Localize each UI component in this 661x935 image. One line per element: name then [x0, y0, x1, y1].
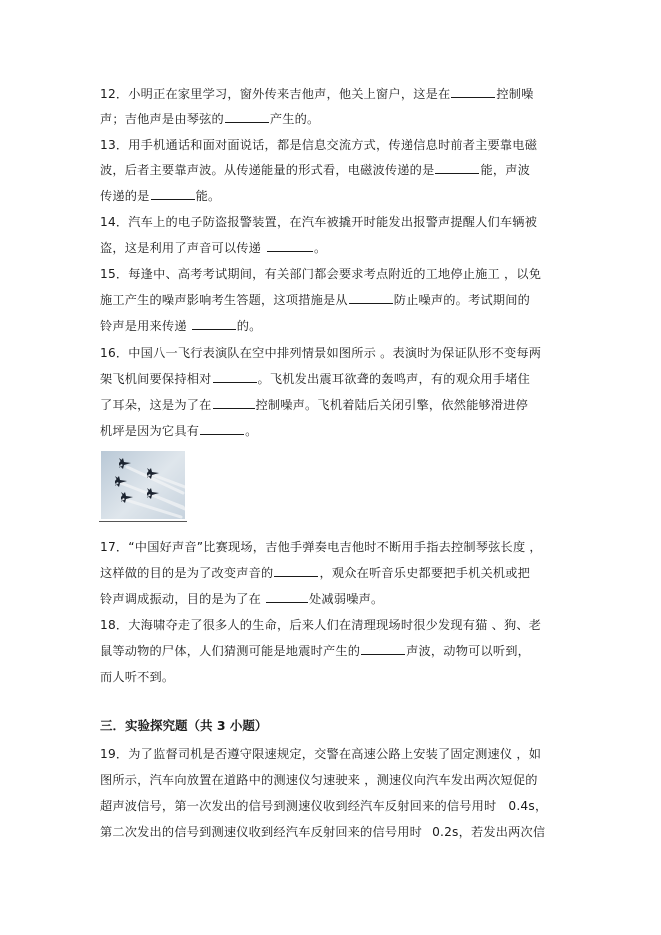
answer-blank — [267, 240, 313, 252]
q15-text: 施工产生的噪声影响考生答题，这项措施是从 — [100, 293, 348, 307]
q19-line-2 — [100, 772, 570, 788]
q19-text: 超声波信号，第一次发出的信号到测速仪收到经汽车反射回来的信号用时 — [100, 799, 497, 813]
answer-blank — [349, 292, 393, 304]
q17-text: 铃声调成振动，目的是为了在 — [100, 592, 262, 606]
fighter-jets-formation-photo — [101, 451, 185, 519]
q18-text: 鼠等动物的尸体，人们猜测可能是地震时产生的 — [100, 644, 361, 658]
q14-text: 14．汽车上的电子防盗报警装置，在汽车被撬开时能发出报警声提醒人们车辆被 — [100, 215, 538, 229]
q17-text: 处减弱噪声。 — [309, 592, 384, 606]
q19-text: 0.4s， — [508, 799, 548, 813]
q19-text: 19．为了监督司机是否遵守限速规定，交警在高速公路上安装了固定测速仪 ，如 — [100, 747, 542, 761]
q13-text: 能。 — [195, 189, 221, 203]
q16-text: 了耳朵，这是为了在 — [100, 398, 212, 412]
q15-text: 的。 — [236, 319, 262, 333]
answer-blank — [361, 643, 405, 655]
q19-line-4 — [100, 824, 570, 840]
q12-line-1 — [100, 86, 570, 102]
q17-text: 17．“中国好声音”比赛现场，吉他手弹奏电吉他时不断用手指去控制琴弦长度 ， — [100, 540, 542, 554]
q18-line-3 — [100, 669, 570, 685]
q16-line-1 — [100, 345, 570, 361]
answer-blank — [213, 397, 255, 409]
q16-text: 。飞机发出震耳欲聋的轰鸣声，有的观众用手堵住 — [257, 372, 531, 386]
q18-text: 声波，动物可以听到， — [406, 644, 531, 658]
q14-line-1 — [100, 214, 570, 230]
figure-baseline-rule — [99, 521, 187, 522]
q16-text: 机坪是因为它具有 — [100, 424, 200, 438]
q18-text: 而人听不到。 — [100, 670, 175, 684]
q14-text: 。 — [314, 241, 327, 255]
answer-blank — [266, 591, 308, 603]
answer-blank — [435, 162, 479, 174]
q17-line-2 — [100, 565, 570, 581]
q15-line-1 — [100, 266, 570, 282]
fighter-jets-icon — [101, 451, 185, 519]
q18-text: 18．大海啸夺走了很多人的生命，后来人们在清理现场时很少发现有猫 、狗、老 — [100, 618, 542, 632]
q18-line-1 — [100, 617, 570, 633]
q16-line-3 — [100, 397, 570, 413]
answer-blank — [274, 565, 318, 577]
q13-text: 传递的是 — [100, 189, 150, 203]
q19-line-3 — [100, 798, 570, 814]
q16-text: 16．中国八一飞行表演队在空中排列情景如图所示 。表演时为保证队形不变每两 — [100, 346, 542, 360]
q14-line-2 — [100, 240, 570, 256]
q17-text: 这样做的目的是为了改变声音的 — [100, 566, 274, 580]
q12-text: 12．小明正在家里学习，窗外传来吉他声，他关上窗户，这是在 — [100, 87, 451, 101]
q14-text: 盗，这是利用了声音可以传递 — [100, 241, 262, 255]
q17-line-1 — [100, 539, 570, 555]
q19-text: 第二次发出的信号到测速仪收到经汽车反射回来的信号用时 — [100, 825, 423, 839]
q16-line-4 — [100, 423, 570, 439]
q13-line-1 — [100, 137, 570, 153]
q12-line-2 — [100, 111, 570, 127]
q13-text: 波，后者主要靠声波。从传递能量的形式看，电磁波传递的是 — [100, 163, 435, 177]
answer-blank — [200, 423, 244, 435]
q16-text: 控制噪声。飞机着陆后关闭引擎，依然能够滑进停 — [255, 398, 529, 412]
q13-text: 能，声波 — [480, 163, 531, 177]
q19-line-1 — [100, 746, 570, 762]
answer-blank — [451, 86, 495, 98]
q16-line-2 — [100, 371, 570, 387]
q12-text: 控制噪 — [496, 87, 534, 101]
q19-text: 0.2s，若发出两次信 — [432, 825, 546, 839]
q17-text: ，观众在听音乐史都要把手机关机或把 — [319, 566, 531, 580]
q16-text: 。 — [245, 424, 258, 438]
q17-line-3 — [100, 591, 570, 607]
answer-blank — [151, 188, 195, 200]
q15-text: 防止噪声的。考试期间的 — [393, 293, 531, 307]
q12-text: 产生的。 — [269, 112, 320, 126]
q19-text: 图所示，汽车向放置在道路中的测速仪匀速驶来 ，测速仪向汽车发出两次短促的 — [100, 773, 538, 787]
answer-blank — [192, 318, 236, 330]
section-title: 三．实验探究题（共 3 小题） — [100, 718, 268, 733]
q15-text: 铃声是用来传递 — [100, 319, 187, 333]
q13-line-3 — [100, 188, 570, 204]
answer-blank — [225, 111, 269, 123]
q16-text: 架飞机间要保持相对 — [100, 372, 212, 386]
q15-line-2 — [100, 292, 570, 308]
q13-line-2 — [100, 162, 570, 178]
q18-line-2 — [100, 643, 570, 659]
q15-line-3 — [100, 318, 570, 334]
answer-blank — [213, 371, 257, 383]
q13-text: 13．用手机通话和面对面说话，都是信息交流方式，传递信息时前者主要靠电磁 — [100, 138, 538, 152]
q15-text: 15．每逢中、高考考试期间，有关部门都会要求考点附近的工地停止施工 ，以免 — [100, 267, 542, 281]
q12-text: 声；吉他声是由琴弦的 — [100, 112, 224, 126]
